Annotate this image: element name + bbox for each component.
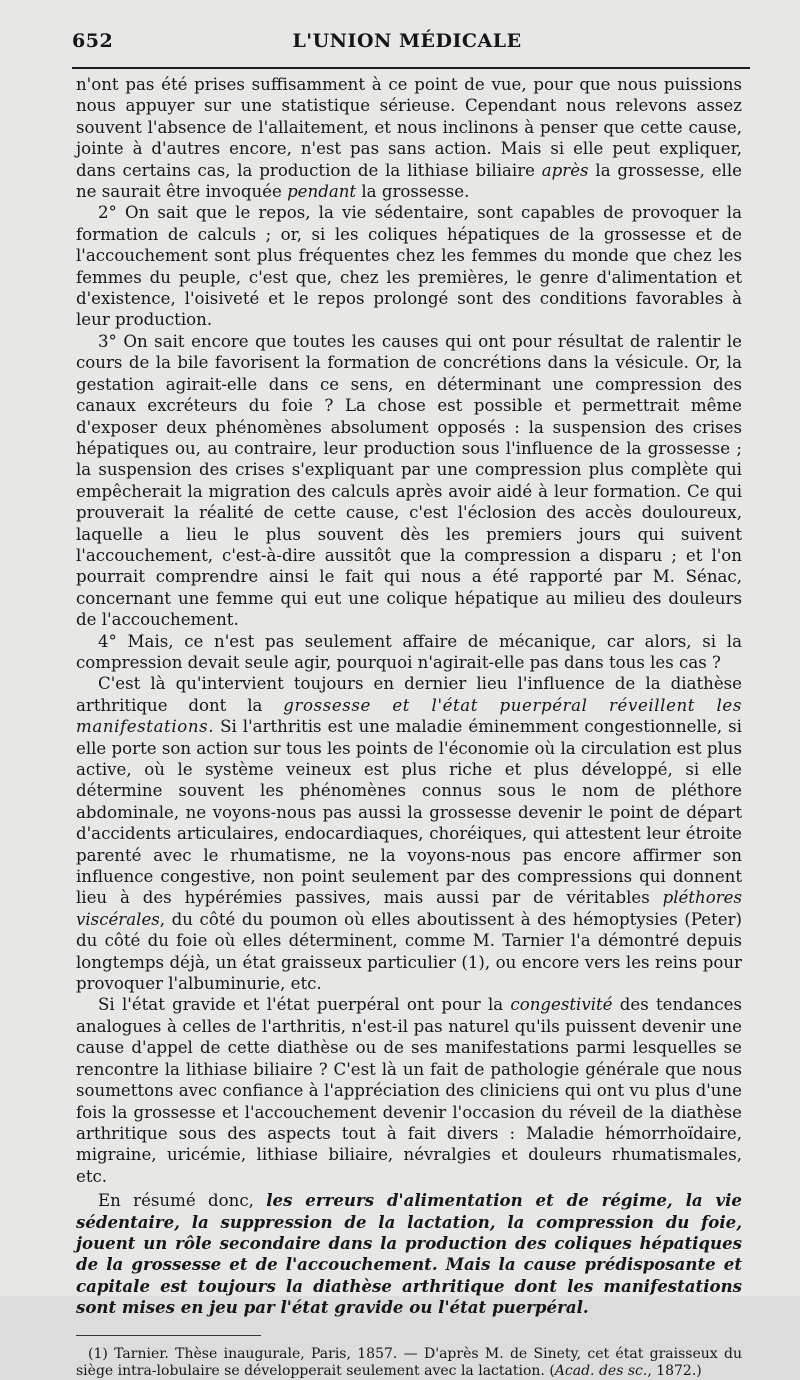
paragraph-3: 3° On sait encore que toutes les causes qui ont pour résultat de ralentir le cours de la bile favorisent la formation de concrétions dans la vésicule. Or, la gestation agirait-elle dans ce sens, en déterminant une compression des canaux excréteurs du foie ? La chose est possible et permettrait même d'exposer deux phénomènes absolument opposés : la suspension des crises hépatiques ou, au contraire, leur production sous l'influence de la grossesse ; la suspension des crises s'expliquant par une compression plus complète qui empêcherait la migration des calculs après avoir aidé à leur formation. Ce qui prouverait la réalité de cette cause, c'est l'éclosion des accès douloureux, laquelle a lieu le plus souvent dès les premiers jours qui suivent l'accouchement, c'est-à-dire aussitôt que la compression a disparu ; et l'on pourrait comprendre ainsi le fait qui nous a été rapporté par M. Sénac, concernant une femme qui eut une colique hépatique au milieu des douleurs de l'accouchement. bbox=[76, 331, 742, 630]
paragraph-1 bbox=[76, 74, 742, 202]
p5-text: C'est là qu'intervient toujours en dernier lieu l'influence de la diathèse arthritique dont la bbox=[76, 674, 742, 715]
paragraph-4: 4° Mais, ce n'est pas seulement affaire de mécanique, car alors, si la compression devait seule agir, pourquoi n'agirait-elle pas dans tous les cas ? bbox=[76, 631, 742, 672]
footnote-end-text: , 1872.) bbox=[647, 1362, 702, 1379]
conclusion-emphasis: les erreurs d'alimentation et de régime, la vie sédentaire, la suppression de la lactation, la compression du foie, jouent un rôle secondaire dans la production des coliques hépatiques de la grossesse et de l'accouchement. Mais la cause prédisposante et capitale est toujours la diathèse arthritique dont les manifestations sont mises en jeu par l'état gravide ou l'état puerpéral. bbox=[76, 1190, 742, 1318]
p5-emphasis-manifestations: grossesse et l'état puerpéral réveillent les manifestations. bbox=[76, 695, 742, 737]
footnote-text: (1) Tarnier. Thèse inaugurale, Paris, 1857. — D'après M. de Sinety, cet état graisseux du siège intra-lobulaire se développerait seulement avec la lactation. ( bbox=[76, 1345, 742, 1379]
journal-title: L'UNION MÉDICALE bbox=[292, 30, 522, 52]
p1-mid-text: la grossesse, elle ne saurait être invoquée bbox=[76, 160, 742, 202]
running-head bbox=[72, 30, 742, 62]
paragraph-2: 2° On sait que le repos, la vie sédentaire, sont capables de provoquer la formation de calculs ; or, si les coliques hépatiques de la grossesse et de l'accouchement sont plus fréquentes chez les femmes du monde que chez les femmes du peuple, c'est que, chez les premières, le genre d'alimentation et d'existence, l'oisiveté et le repos prolongé sont des conditions favorables à leur production. bbox=[76, 203, 742, 330]
p5-end-text: , du côté du poumon où elles aboutissent à des hémoptysies (Peter) du côté du foie où elles déterminent, comme M. Tarnier l'a démontré depuis longtemps déjà, un état graisseux particulier (1), ou encore vers les reins pour provoquer l'albuminurie, etc. bbox=[76, 909, 742, 994]
p1-text: n'ont pas été prises suffisamment à ce point de vue, pour que nous puissions nous appuyer sur une statistique sérieuse. Cependant nous relevons assez souvent l'absence de l'allaitement, et nous inclinons à penser que cette cause, jointe à d'autres encore, n'est pas sans action. Mais si elle peut expliquer, dans certains cas, la production de la lithiase biliaire bbox=[76, 75, 742, 180]
p1-emphasis-pendant: pendant bbox=[287, 182, 357, 202]
header-rule bbox=[72, 67, 750, 69]
footnote-citation: Acad. des sc. bbox=[554, 1362, 648, 1379]
body-text bbox=[76, 74, 742, 1380]
conclusion-lead: En résumé donc, bbox=[98, 1191, 267, 1211]
footnote-rule bbox=[76, 1335, 261, 1336]
p5-mid-text: Si l'arthritis est une maladie éminemment congestionnelle, si elle porte son action sur tous les points de l'économie où la circulation est plus active, où le système veineux est plus riche et plus développé, si elle détermine souvent les phénomènes connus sous le nom de pléthore abdominale, ne voyons-nous pas aussi la grossesse devenir le point de départ d'accidents articulaires, endocardiaques, choréiques, qui attestent leur étroite parenté avec le rhumatisme, ne la voyons-nous pas encore affirmer son influence congestive, non point seulement par des compressions qui donnent lieu à des hypérémies passives, mais aussi par de véritables bbox=[76, 717, 742, 908]
p5-emphasis-plethores: pléthores viscérales bbox=[76, 888, 742, 929]
paragraph-conclusion bbox=[76, 1190, 742, 1318]
p6-text: Si l'état gravide et l'état puerpéral ont pour la bbox=[98, 995, 511, 1015]
paragraph-6 bbox=[76, 994, 742, 1187]
page-number: 652 bbox=[72, 30, 114, 52]
paragraph-5 bbox=[76, 673, 742, 994]
p6-end-text: des tendances analogues à celles de l'arthritis, n'est-il pas naturel qu'ils puissent devenir une cause d'appel de cette diathèse ou de ses manifestations parmi lesquelles se rencontre la lithiase biliaire ? C'est là un fait de pathologie générale que nous soumettons avec confiance à l'appréciation des cliniciens qui ont vu plus d'une fois la grossesse et l'accouchement devenir l'occasion du réveil de la diathèse arthritique sous des aspects tout à fait divers : Maladie hémorrhoïdaire, migraine, uricémie, lithiase biliaire, névralgies et douleurs rhumatismales, etc. bbox=[76, 995, 743, 1186]
p1-end-text: la grossesse. bbox=[356, 182, 470, 202]
p1-emphasis-apres: après bbox=[541, 160, 589, 180]
footnote bbox=[76, 1346, 742, 1380]
p6-emphasis-congestivite: congestivité bbox=[510, 995, 613, 1015]
